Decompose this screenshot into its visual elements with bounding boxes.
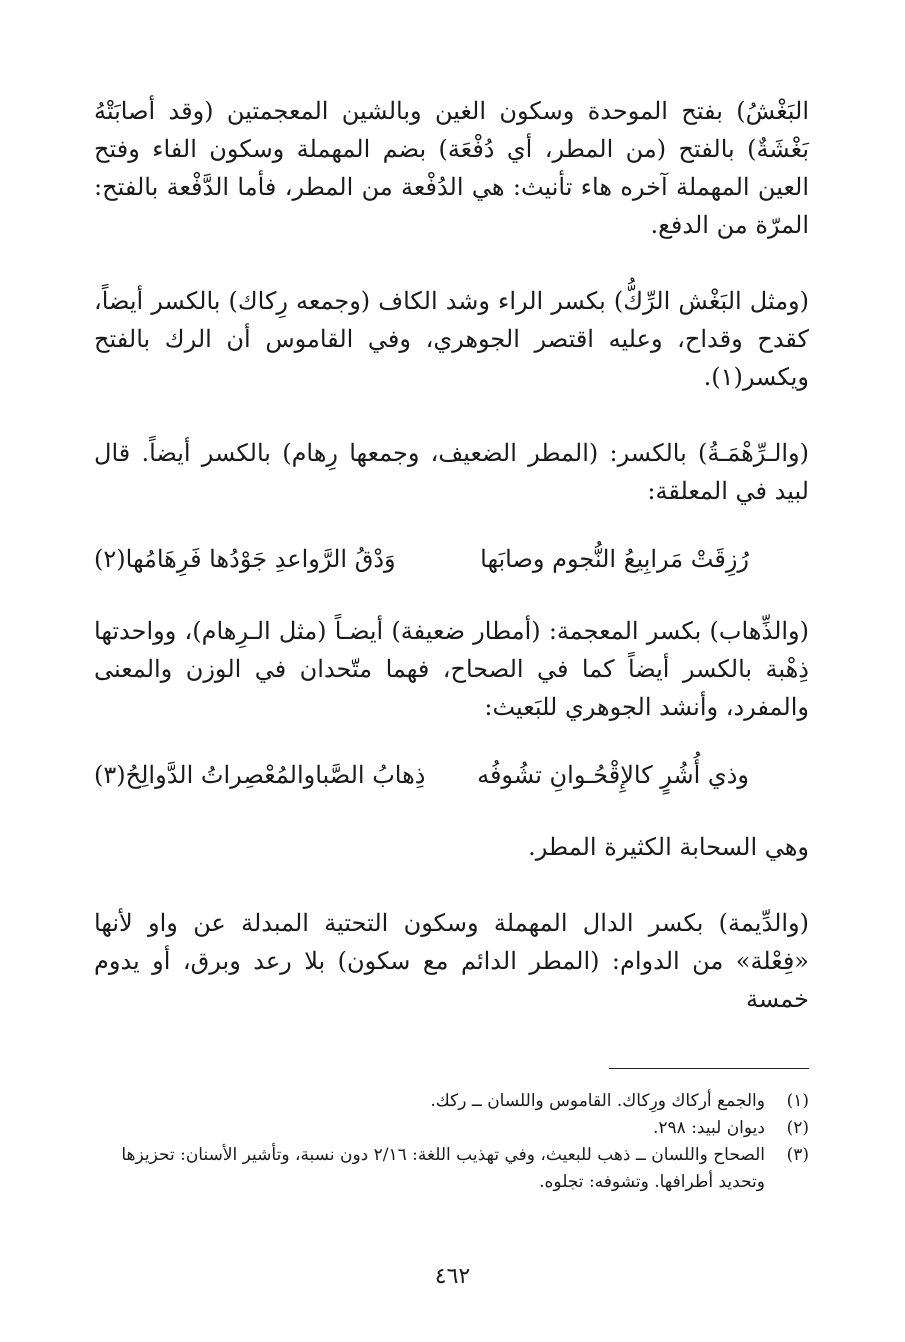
verse-labid-second-hemistich: وَدْقُ الرَّواعدِ جَوْدُها فَرِهَامُها(٢)	[94, 545, 396, 573]
verse-baith-second-hemistich: ذِهابُ الصَّباوالمُعْصِراتُ الدَّوالِحُ(٣)	[94, 761, 426, 789]
footnote	[94, 1142, 809, 1196]
paragraph-dhihab: (والذِّهاب) بكسر المعجمة: (أمطار ضعيفة) أيضـاً (مثل الـرِهام)، وواحدتها ذِهْبة بالكسر أيضاً كما في الصحاح، فهما متّحدان في الوزن والمعنى والمفرد، وأنشد الجوهري للبَعيث:	[94, 617, 809, 721]
paragraph-rihma: (والـرِّهْمَـةُ) بالكسر: (المطر الضعيف، وجمعها رِهام) بالكسر أيضاً. قال لبيد في المعلقة:	[94, 439, 809, 505]
page-number: ٤٦٢	[434, 1264, 471, 1289]
verse-labid-first-hemistich: رُزِقَتْ مَرابِيعُ النُّجوم وصابَها	[480, 545, 749, 573]
footnote-number: (١)	[786, 1091, 809, 1111]
footnote-text: الصحاح واللسان ــ ذهب للبعيث، وفي تهذيب اللغة: ٢/١٦ دون نسبة، وتأشير الأسنان: تحزيزها وتحديد أطرافها. وتشوفه: تجلوه.	[121, 1145, 765, 1192]
paragraph-bagsh: البَغْشُ) بفتح الموحدة وسكون الغين وبالشين المعجمتين (وقد أصابَتْهُ بَغْشَةٌ) بالفتح (من المطر، أي دُفْعَة) بضم المهملة وسكون الفاء وفتح العين المهملة آخره هاء تأنيث: هي الدُفْعة من المطر، فأما الدَّفْعة بالفتح: المرّة من الدفع.	[94, 97, 809, 239]
paragraph-dima: (والدِّيمة) بكسر الدال المهملة وسكون التحتية المبدلة عن واو لأنها «فِعْلة» من الدوام: (المطر الدائم مع سكون) بلا رعد وبرق، أو يدوم خمسة	[94, 909, 809, 1013]
footnote-text: ديوان لبيد: ٢٩٨.	[652, 1118, 765, 1138]
page-body	[94, 92, 809, 1018]
paragraph-sahaba: وهي السحابة الكثيرة المطر.	[528, 833, 809, 861]
footnote	[94, 1088, 809, 1115]
verse-labid	[94, 540, 809, 578]
footnote-number: (٢)	[786, 1118, 809, 1138]
paragraph-rikk: (ومثل البَغْش الرِّكُّ) بكسر الراء وشد الكاف (وجمعه رِكاك) بالكسر أيضاً، كقدح وقداح، وعليه اقتصر الجوهري، وفي القاموس أن الرك بالفتح ويكسر(١).	[94, 287, 809, 391]
verse-baith	[94, 756, 809, 794]
footnotes	[94, 1088, 809, 1196]
footnote-divider	[609, 1068, 809, 1069]
footnote-text: والجمع أركاك ورِكاك. القاموس واللسان ــ ركك.	[430, 1091, 765, 1111]
verse-baith-first-hemistich: وذي أُشُرٍ كالإِقْحُـوانِ تشُوفُه	[477, 761, 749, 789]
footnote	[94, 1115, 809, 1142]
footnote-number: (٣)	[786, 1145, 809, 1165]
